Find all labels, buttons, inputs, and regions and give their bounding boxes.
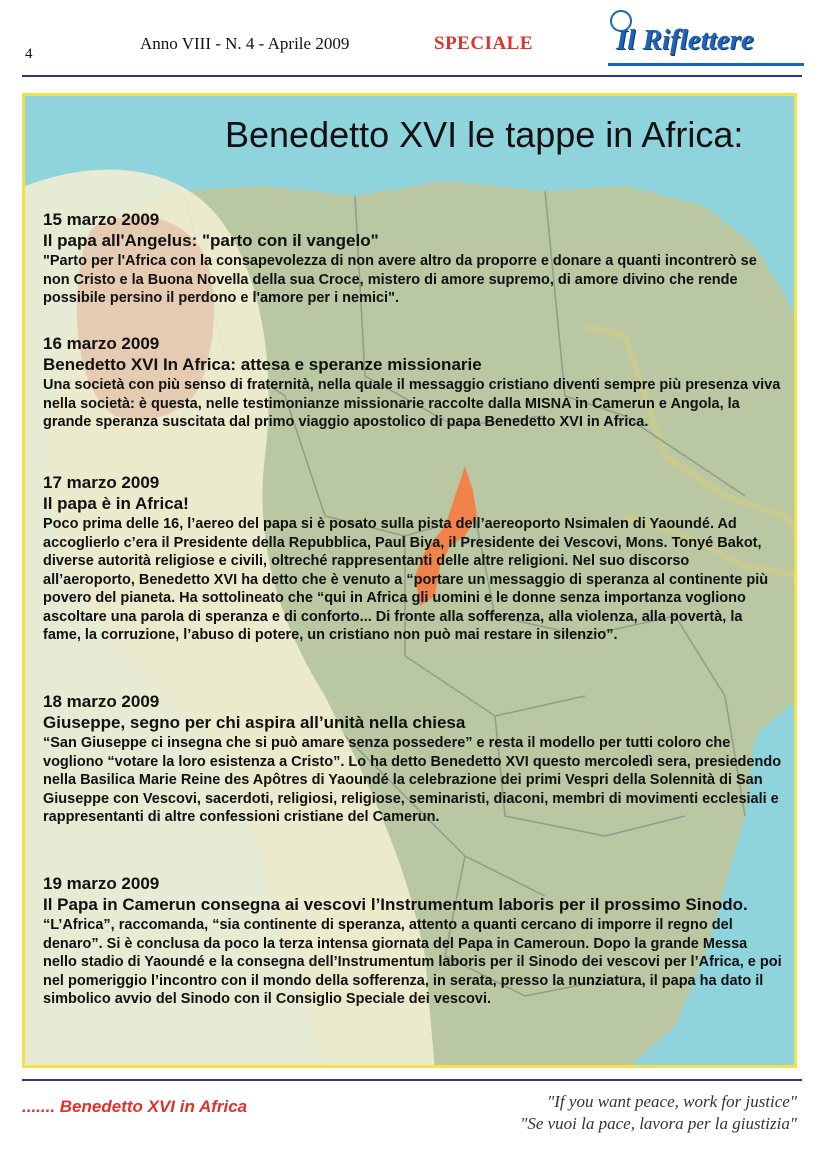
entry-headline: Il papa all'Angelus: "parto con il vangelo" [43,231,379,250]
footer-divider [22,1079,802,1081]
entry-body: “San Giuseppe ci insegna che si può amare senza possedere” e resta il modello per tutti coloro che vogliono “votare la loro esistenza a Cristo”. Lo ha detto Benedetto XVI questo mercoledì sera, presiedendo nella Basilica Marie Reine des Apôtres di Yaoundé la celebrazione dei primi Vespri della Solennità di San Giuseppe con Vescovi, sacerdoti, religiosi, religiose, seminaristi, diaconi, membri di movimenti ecclesiali e rappresentanti di altre confessioni cristiane del Camerun. [43,735,782,825]
issue-info: Anno VIII - N. 4 - Aprile 2009 [140,34,350,53]
footer-quote-en: "If you want peace, work for justice" [547,1092,797,1111]
footer-quote [520,1091,797,1135]
entry-headline: Benedetto XVI In Africa: attesa e speranze missionarie [43,355,482,374]
article-title: Benedetto XVI le tappe in Africa: [225,114,744,155]
header-divider [22,75,802,77]
entry-17-marzo [43,472,783,645]
logo-text: Il Riflettere [616,24,754,56]
entry-16-marzo [43,333,783,432]
entry-date: 16 marzo 2009 [43,334,160,353]
section-label: SPECIALE [434,33,534,54]
logo-underline [608,63,804,66]
entry-headline: Il papa è in Africa! [43,494,189,513]
page-number: 4 [25,46,33,62]
entry-15-marzo [43,209,783,308]
entry-19-marzo [43,873,783,1009]
entry-body: "Parto per l'Africa con la consapevolezza di non avere altro da proporre e donare a quanti incontrerò se non Cristo e la Buona Novella della sua Croce, mistero di amore supremo, di amore divino che rende possibile persino il perdono e l'amore per i nemici". [43,253,757,306]
footer-quote-it: "Se vuoi la pace, lavora per la giustizia" [520,1114,797,1133]
entry-headline: Il Papa in Camerun consegna ai vescovi l’Instrumentum laboris per il prossimo Sinodo. [43,895,748,914]
entry-date: 19 marzo 2009 [43,874,160,893]
logo [606,10,806,68]
entry-date: 15 marzo 2009 [43,210,160,229]
entry-headline: Giuseppe, segno per chi aspira all’unità nella chiesa [43,713,466,732]
entry-body: Una società con più senso di fraternità, nella quale il messaggio cristiano diventi sempre più presenza viva nella società: è questa, nelle testimonianze missionarie raccolte dalla MISNA in Camerun e Angola, la grande speranza suscitata dal primo viaggio apostolico di papa Benedetto XVI in Africa. [43,377,781,430]
entry-18-marzo [43,691,783,827]
entry-date: 17 marzo 2009 [43,473,160,492]
footer-section-title: ....... Benedetto XVI in Africa [22,1097,248,1116]
entry-body: “L’Africa”, raccomanda, “sia continente di speranza, attento a quanti cercano di imporre il regno del denaro”. Si è conclusa da poco la terza intensa giornata del Papa in Cameroun. Dopo la grande Messa nello stadio di Yaoundé e la consegna dell’Instrumentum laboris per il Sinodo dei vescovi per l’Africa, e poi nel pomeriggio l’incontro con il mondo della sofferenza, in serata, presso la nunziatura, il papa ha dato il simbolico avvio del Sinodo con il Consiglio Speciale dei vescovi. [43,917,782,1007]
entry-body: Poco prima delle 16, l’aereo del papa si è posato sulla pista dell’aereoporto Nsimalen di Yaoundé. Ad accoglierlo c’era il Presidente della Repubblica, Paul Biya, il Presidente dei Vescovi, Mons. Tonyé Bakot, diverse autorità religiose e civili, oltreché rappresentanti delle altre religioni. Nel suo discorso all’aeroporto, Benedetto XVI ha detto che è venuto a “portare un messaggio di speranza al continente più povero del pianeta. Ha sottolineato che “qui in Africa gli uomini e le donne senza importanza vogliono ascoltare una parola di speranza e di conforto... Di fronte alla sofferenza, alla violenza, alla povertà, la fame, la corruzione, l’abuso di potere, un cristiano non può mai restare in silenzio”. [43,516,769,643]
article-panel [22,93,797,1068]
entry-date: 18 marzo 2009 [43,692,160,711]
